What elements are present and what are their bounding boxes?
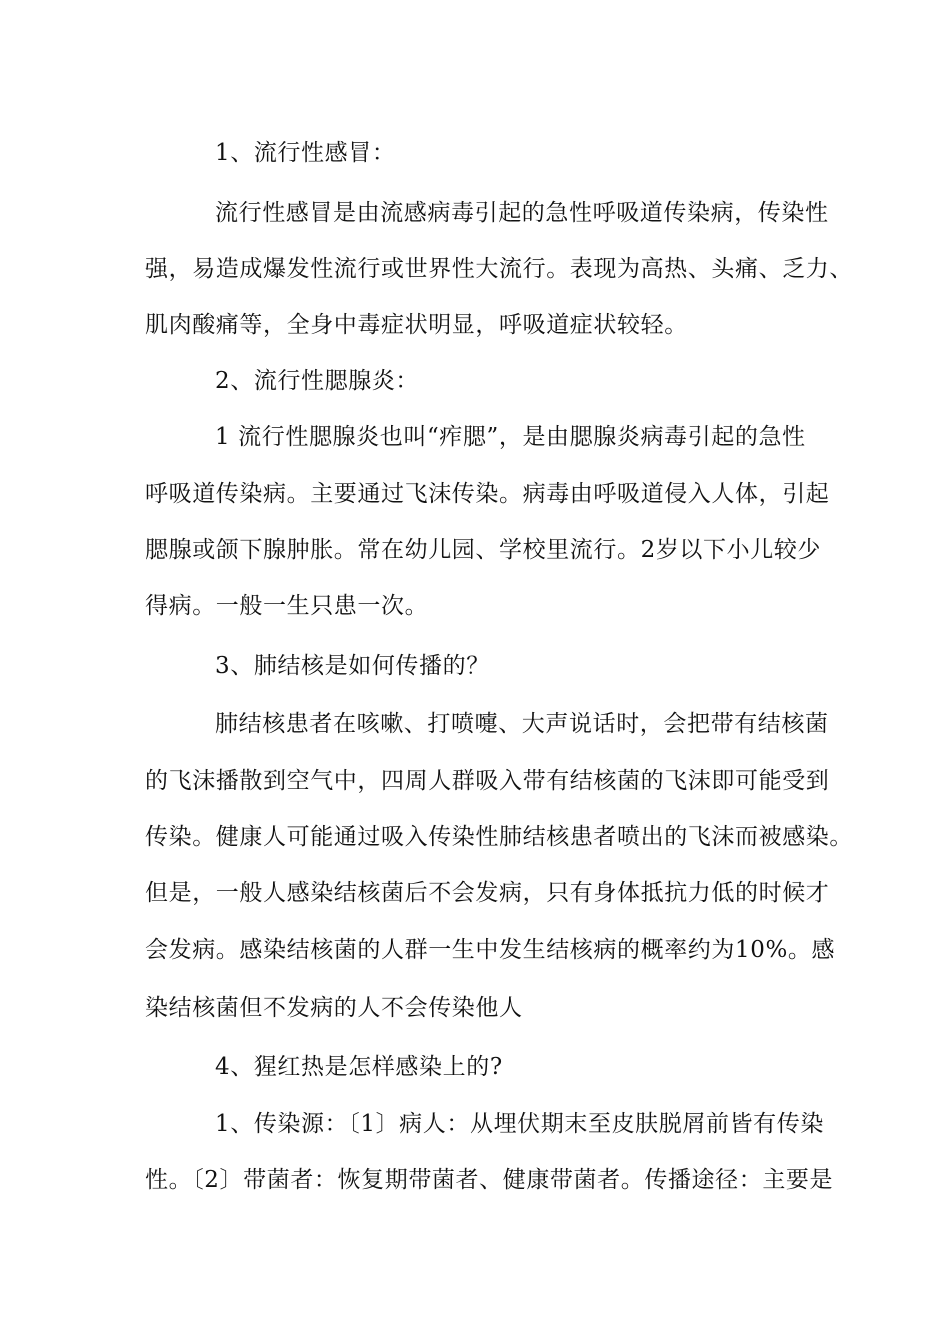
paragraph-line: 呼吸道传染病。主要通过飞沫传染。病毒由呼吸道侵入人体，引起	[145, 481, 830, 507]
paragraph-line: 会发病。感染结核菌的人群一生中发生结核病的概率约为10%。感	[145, 937, 836, 963]
paragraph-line: 1 流行性腮腺炎也叫“痄腮”，是由腮腺炎病毒引起的急性	[215, 424, 806, 450]
paragraph-line: 性。〔2〕带菌者：恢复期带菌者、健康带菌者。传播途径：主要是	[145, 1167, 834, 1193]
paragraph-line: 强，易造成爆发性流行或世界性大流行。表现为高热、头痛、乏力、	[145, 256, 853, 282]
heading-mumps: 2、流行性腮腺炎：	[215, 368, 420, 394]
paragraph-line: 的飞沫播散到空气中，四周人群吸入带有结核菌的飞沫即可能受到	[145, 768, 830, 794]
paragraph-line: 传染。健康人可能通过吸入传染性肺结核患者喷出的飞沫而被感染。	[145, 824, 853, 850]
heading-influenza: 1、流行性感冒：	[215, 140, 396, 166]
paragraph-line: 得病。一般一生只患一次。	[145, 593, 429, 619]
paragraph-line: 流行性感冒是由流感病毒引起的急性呼吸道传染病，传染性	[215, 200, 829, 226]
heading-scarlet-fever: 4、猩红热是怎样感染上的?	[215, 1054, 503, 1080]
paragraph-line: 但是，一般人感染结核菌后不会发病，只有身体抵抗力低的时候才	[145, 880, 830, 906]
heading-tuberculosis: 3、肺结核是如何传播的？	[215, 653, 490, 679]
paragraph-line: 染结核菌但不发病的人不会传染他人	[145, 995, 523, 1021]
paragraph-line: 腮腺或颌下腺肿胀。常在幼儿园、学校里流行。2岁以下小儿较少	[145, 537, 822, 563]
paragraph-line: 肌肉酸痛等，全身中毒症状明显，呼吸道症状较轻。	[145, 312, 688, 338]
paragraph-line: 1、传染源：〔1〕病人：从埋伏期末至皮肤脱屑前皆有传染	[215, 1111, 824, 1137]
paragraph-line: 肺结核患者在咳嗽、打喷嚏、大声说话时，会把带有结核菌	[215, 711, 829, 737]
